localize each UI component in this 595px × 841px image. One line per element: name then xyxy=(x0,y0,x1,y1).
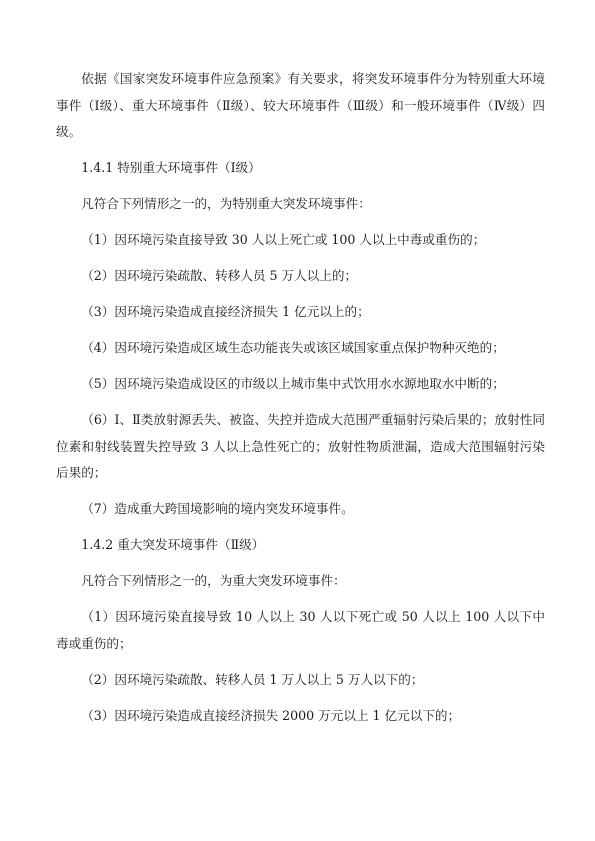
document-body xyxy=(56,66,545,729)
list-item-level1-7: （7）造成重大跨国境影响的境内突发环境事件。 xyxy=(81,501,354,516)
criteria-intro-level-2: 凡符合下列情形之一的，为重大突发环境事件： xyxy=(81,573,346,588)
list-item-level1-6: （6）Ⅰ、Ⅱ类放射源丢失、被盗、失控并造成大范围严重辐射污染后果的；放射性同位素和射线装置失控导致 3 人以上急性死亡的；放射性物质泄漏，造成大范围辐射污染后果的； xyxy=(56,412,545,480)
section-heading-1-4-1: 1.4.1 特别重大环境事件（Ⅰ级） xyxy=(81,160,261,175)
list-item-level1-4: （4）因环境污染造成区域生态功能丧失或该区域国家重点保护物种灭绝的； xyxy=(81,340,505,355)
list-item-level1-2: （2）因环境污染疏散、转移人员 5 万人以上的； xyxy=(81,268,358,283)
list-item-level1-3: （3）因环境污染造成直接经济损失 1 亿元以上的； xyxy=(81,304,370,319)
list-item-level1-5: （5）因环境污染造成设区的市级以上城市集中式饮用水水源地取水中断的； xyxy=(81,376,505,391)
section-heading-1-4-2: 1.4.2 重大突发环境事件（Ⅱ级） xyxy=(81,537,265,552)
intro-paragraph: 依据《国家突发环境事件应急预案》有关要求，将突发环境事件分为特别重大环境事件（Ⅰ级）、重大环境事件（Ⅱ级）、较大环境事件（Ⅲ级）和一般环境事件（Ⅳ级）四级。 xyxy=(56,71,545,139)
list-item-level2-3: （3）因环境污染造成直接经济损失 2000 万元以上 1 亿元以下的； xyxy=(81,707,461,723)
list-item-level2-2: （2）因环境污染疏散、转移人员 1 万人以上 5 万人以下的； xyxy=(81,671,424,687)
list-item-level2-1: （1）因环境污染直接导致 10 人以上 30 人以下死亡或 50 人以上 100 人以下中毒或重伤的； xyxy=(56,609,545,651)
list-item-level1-1: （1）因环境污染直接导致 30 人以上死亡或 100 人以上中毒或重伤的； xyxy=(81,232,486,247)
criteria-intro-level-1: 凡符合下列情形之一的，为特别重大突发环境事件： xyxy=(81,196,371,211)
